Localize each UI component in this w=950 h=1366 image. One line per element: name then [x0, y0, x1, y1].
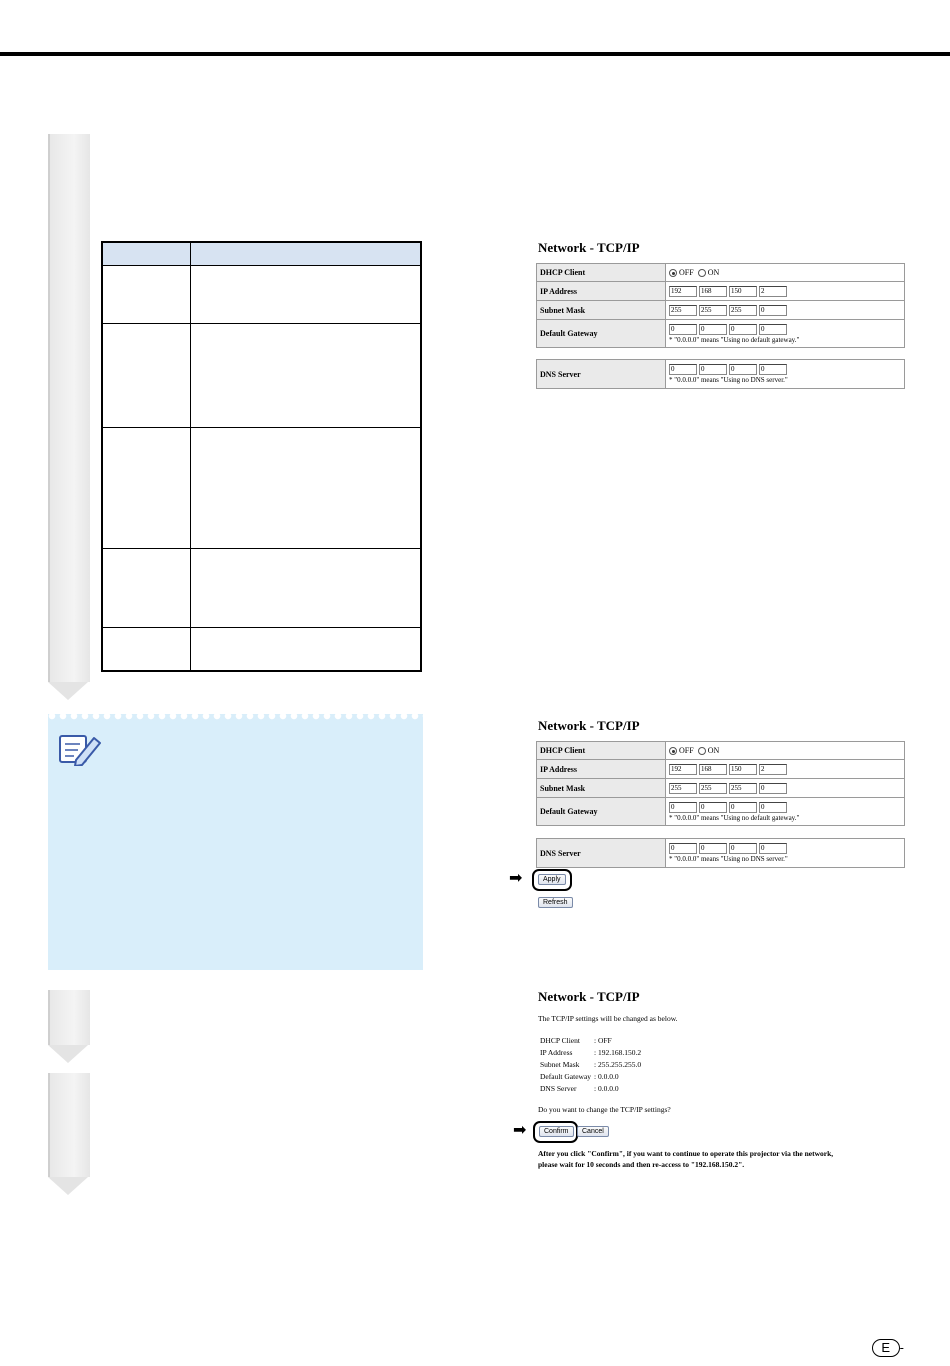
gateway-field[interactable]: 0: [759, 324, 787, 335]
settings-table-column-divider: [190, 243, 191, 670]
step-strip-tip-3: [48, 1177, 88, 1195]
pointer-arrow-icon: ➡: [509, 868, 523, 887]
radio-off[interactable]: [669, 747, 677, 755]
dns-label: DNS Server: [537, 360, 666, 389]
step-strip-1: [48, 134, 90, 682]
language-badge: E: [872, 1339, 900, 1357]
table-row-divider: [103, 323, 420, 324]
gateway-field[interactable]: 0: [729, 324, 757, 335]
gateway-field[interactable]: 0: [699, 324, 727, 335]
pointer-arrow-icon: ➡: [513, 1120, 527, 1139]
ip-label: IP Address: [537, 282, 666, 301]
dhcp-label: DHCP Client: [537, 264, 666, 282]
radio-on[interactable]: [698, 269, 706, 277]
gateway-field[interactable]: 0: [669, 802, 697, 813]
table-row-divider: [103, 627, 420, 628]
top-rule: [0, 52, 950, 56]
tcpip-dns-2: [536, 838, 905, 868]
tcpip-form-2: [536, 741, 905, 826]
dhcp-radio-group[interactable]: [666, 264, 905, 282]
note-box-dotted-edge: [48, 712, 423, 720]
ip-field[interactable]: 2: [759, 764, 787, 775]
gateway-note: * "0.0.0.0" means "Using no default gateway.": [669, 335, 800, 344]
ip-field[interactable]: 150: [729, 764, 757, 775]
summary-list: [540, 1035, 641, 1095]
step-strip-tip-1: [48, 682, 88, 700]
pencil-note-icon: [58, 732, 102, 766]
ip-field[interactable]: 168: [699, 286, 727, 297]
dns-field[interactable]: 0: [669, 364, 697, 375]
mask-field[interactable]: 255: [699, 783, 727, 794]
mask-label: Subnet Mask: [537, 779, 666, 798]
page-dash: -: [899, 1340, 904, 1355]
dns-field[interactable]: 0: [699, 843, 727, 854]
ip-field[interactable]: 192: [669, 286, 697, 297]
gateway-field[interactable]: 0: [729, 802, 757, 813]
dhcp-label: DHCP Client: [537, 742, 666, 760]
dns-note: * "0.0.0.0" means "Using no DNS server.": [669, 376, 788, 384]
gateway-field[interactable]: 0: [759, 802, 787, 813]
refresh-button[interactable]: Refresh: [538, 897, 573, 908]
summary-label: Subnet Mask: [540, 1060, 580, 1069]
dns-field[interactable]: 0: [729, 364, 757, 375]
page-marker: [872, 1339, 904, 1357]
settings-table: [101, 241, 422, 672]
tcpip-dns-1: [536, 359, 905, 389]
confirm-button[interactable]: Confirm: [539, 1126, 574, 1137]
ip-label: IP Address: [537, 760, 666, 779]
step-strip-tip-2: [48, 1045, 88, 1063]
table-row-divider: [103, 427, 420, 428]
gateway-label: Default Gateway: [537, 320, 666, 348]
step-strip-2: [48, 990, 90, 1045]
confirm-question: Do you want to change the TCP/IP settings?: [538, 1105, 671, 1114]
gateway-label: Default Gateway: [537, 798, 666, 826]
confirm-page-title: Network - TCP/IP: [538, 989, 640, 1004]
confirm-intro: The TCP/IP settings will be changed as below.: [538, 1014, 678, 1023]
radio-on-label: ON: [707, 267, 720, 277]
gateway-field[interactable]: 0: [699, 802, 727, 813]
ip-field[interactable]: 2: [759, 286, 787, 297]
mask-field[interactable]: 255: [669, 783, 697, 794]
summary-value: : 0.0.0.0: [594, 1084, 619, 1093]
radio-off-label: OFF: [679, 745, 694, 755]
dhcp-radio-group[interactable]: [666, 742, 905, 760]
mask-field[interactable]: 255: [729, 783, 757, 794]
summary-value: : 192.168.150.2: [594, 1048, 642, 1057]
summary-label: Default Gateway: [540, 1072, 592, 1081]
summary-value: : OFF: [594, 1036, 612, 1045]
radio-on[interactable]: [698, 747, 706, 755]
gateway-field[interactable]: 0: [669, 324, 697, 335]
mask-field[interactable]: 255: [669, 305, 697, 316]
mask-label: Subnet Mask: [537, 301, 666, 320]
step-strip-3: [48, 1073, 90, 1177]
dns-field[interactable]: 0: [729, 843, 757, 854]
warning-line-1: After you click "Confirm", if you want to continue to operate this projector via the network,: [538, 1149, 834, 1158]
radio-off[interactable]: [669, 269, 677, 277]
ip-field[interactable]: 192: [669, 764, 697, 775]
summary-label: DHCP Client: [540, 1036, 580, 1045]
ip-field[interactable]: 168: [699, 764, 727, 775]
dns-field[interactable]: 0: [759, 364, 787, 375]
tcpip-form-1: [536, 263, 905, 348]
radio-off-label: OFF: [679, 267, 694, 277]
radio-on-label: ON: [707, 745, 720, 755]
note-box: [48, 714, 423, 970]
dns-field[interactable]: 0: [669, 843, 697, 854]
warning-line-2: please wait for 10 seconds and then re-access to "192.168.150.2".: [538, 1160, 745, 1169]
mask-field[interactable]: 255: [729, 305, 757, 316]
form-title: Network - TCP/IP: [538, 718, 640, 733]
apply-button[interactable]: Apply: [538, 874, 566, 885]
summary-label: DNS Server: [540, 1084, 577, 1093]
dns-field[interactable]: 0: [759, 843, 787, 854]
dns-note: * "0.0.0.0" means "Using no DNS server.": [669, 855, 788, 863]
summary-label: IP Address: [540, 1048, 573, 1057]
mask-field[interactable]: 255: [699, 305, 727, 316]
mask-field[interactable]: 0: [759, 783, 787, 794]
settings-table-header: [103, 243, 420, 266]
summary-value: : 0.0.0.0: [594, 1072, 619, 1081]
table-row-divider: [103, 548, 420, 549]
ip-field[interactable]: 150: [729, 286, 757, 297]
dns-label: DNS Server: [537, 839, 666, 868]
gateway-note: * "0.0.0.0" means "Using no default gateway.": [669, 813, 800, 822]
summary-value: : 255.255.255.0: [594, 1060, 642, 1069]
dns-field[interactable]: 0: [699, 364, 727, 375]
mask-field[interactable]: 0: [759, 305, 787, 316]
form-title: Network - TCP/IP: [538, 240, 640, 255]
cancel-button[interactable]: Cancel: [577, 1126, 609, 1137]
